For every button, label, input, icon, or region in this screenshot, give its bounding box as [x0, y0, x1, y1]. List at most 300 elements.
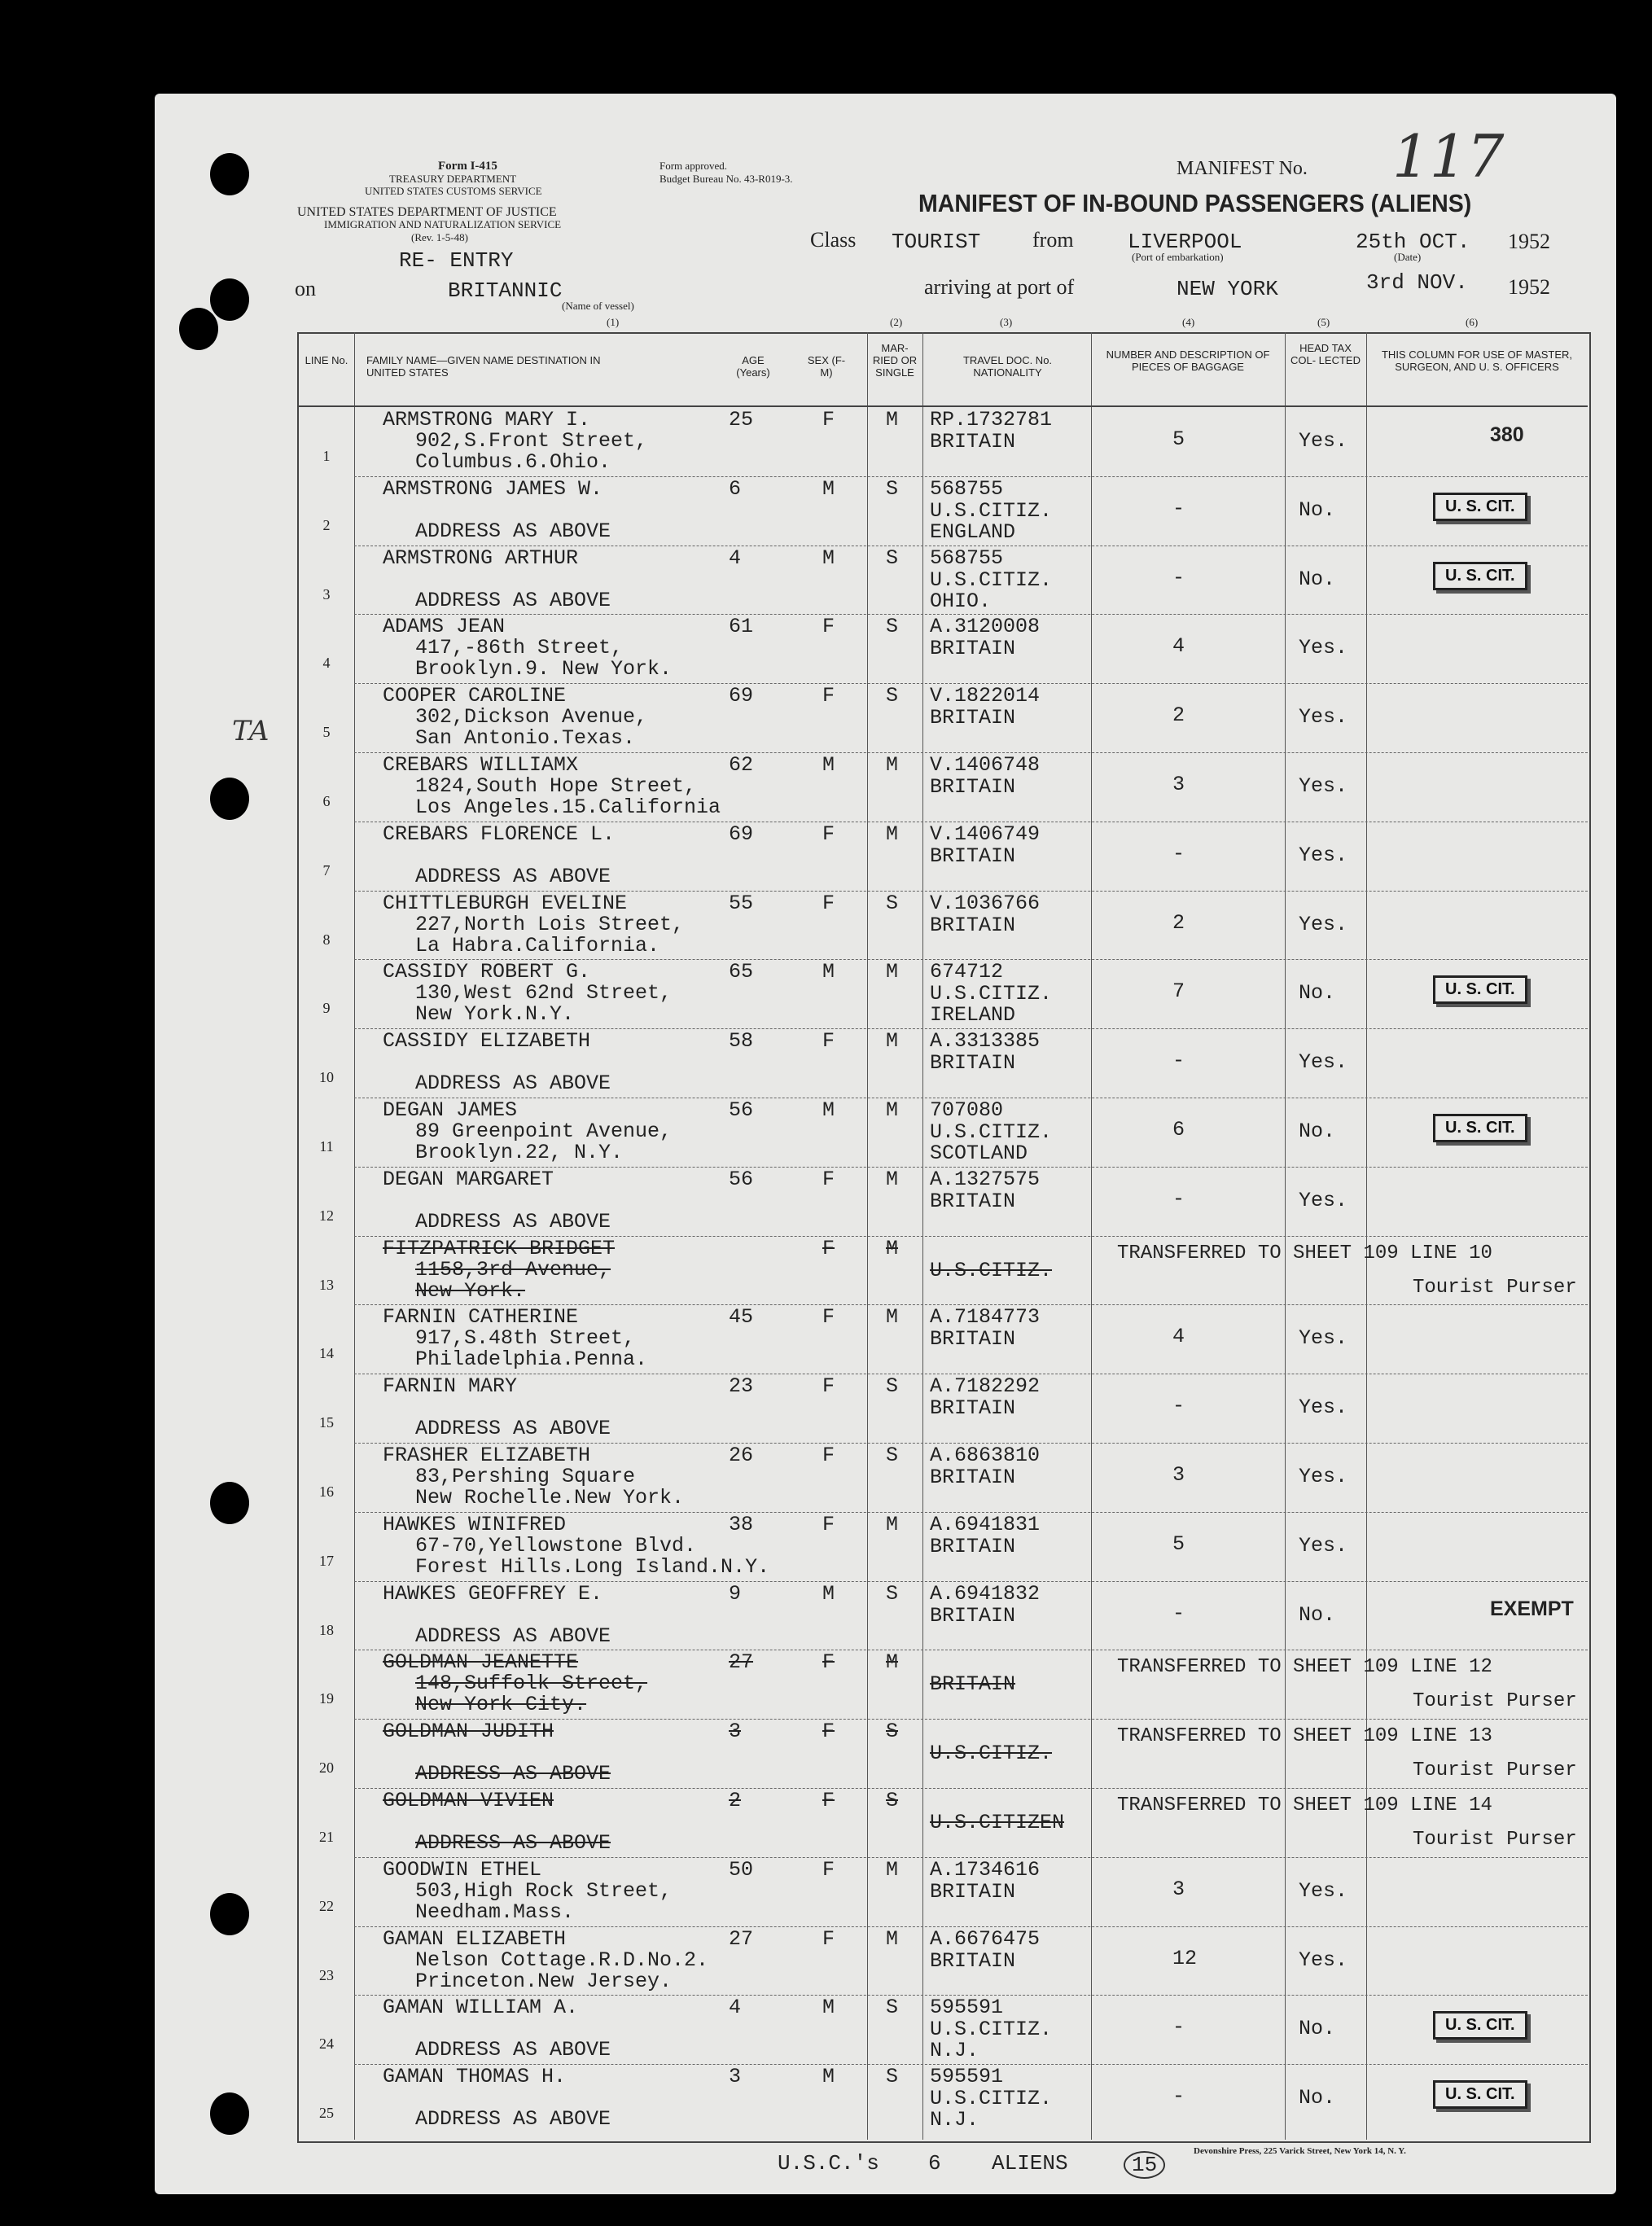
baggage-count: 3 [1172, 1877, 1185, 1901]
marital-status: S [886, 1374, 899, 1399]
travel-doc-no: V.1822014 [930, 684, 1041, 708]
line-number: 14 [319, 1345, 334, 1362]
address-line-1: 1824,South Hope Street, [415, 774, 697, 798]
marital-status: S [886, 684, 899, 708]
transfer-note: TRANSFERRED TO SHEET 109 LINE 14 [1117, 1794, 1492, 1816]
head-tax: No. [1299, 497, 1336, 522]
header-baggage: NUMBER AND DESCRIPTION OF PIECES OF BAGGAGE [1106, 348, 1270, 373]
punch-hole [210, 1482, 249, 1524]
dept-customs: UNITED STATES CUSTOMS SERVICE [365, 185, 542, 197]
nationality: BRITAIN [930, 844, 1016, 868]
line-number: 17 [319, 1552, 334, 1569]
travel-doc-no: 568755 [930, 546, 1004, 570]
passenger-name: CREBARS WILLIAMX [383, 753, 579, 777]
marital-status: M [886, 1167, 899, 1191]
age: 56 [729, 1167, 754, 1191]
marital-status: M [886, 753, 899, 777]
baggage-count: 12 [1172, 1946, 1198, 1970]
date-label: (Date) [1394, 251, 1422, 263]
marital-status: M [886, 822, 899, 846]
marital-status: S [886, 476, 899, 501]
address-line-1: 227,North Lois Street, [415, 912, 685, 936]
passenger-name: FRASHER ELIZABETH [383, 1444, 591, 1467]
baggage-count: - [1172, 1601, 1185, 1625]
nationality: BRITAIN [930, 706, 1016, 730]
travel-doc-no: A.7184773 [930, 1305, 1041, 1330]
col-num-4: (4) [1182, 316, 1195, 328]
age: 9 [729, 1581, 742, 1606]
head-tax: Yes. [1299, 1326, 1348, 1351]
baggage-count: 3 [1172, 773, 1185, 796]
nationality: BRITAIN [930, 1603, 1016, 1628]
passenger-name: FITZPATRICK BRIDGET [383, 1236, 616, 1260]
passenger-name: GAMAN ELIZABETH [383, 1926, 567, 1951]
header-age: AGE (Years) [736, 354, 770, 379]
travel-doc-no: 674712 [930, 960, 1004, 984]
travel-doc-no: V.1036766 [930, 891, 1041, 915]
header-married: MAR- RIED OR SINGLE [872, 342, 918, 379]
marital-status: M [886, 1029, 899, 1054]
col-num-3: (3) [1000, 316, 1013, 328]
marital-status: S [886, 1581, 899, 1606]
address-line-2: San Antonio.Texas. [415, 726, 636, 751]
sex: F [822, 684, 835, 708]
travel-doc-no: 568755 [930, 476, 1004, 501]
line-number: 9 [322, 1000, 331, 1017]
marital-status: S [886, 546, 899, 570]
address-line-2: ADDRESS AS ABOVE [415, 1209, 611, 1234]
age: 23 [729, 1374, 754, 1399]
age: 45 [729, 1305, 754, 1330]
officer-note: EXEMPT [1490, 1597, 1574, 1620]
line-number: 18 [319, 1621, 334, 1638]
marital-status: S [886, 1789, 899, 1812]
sex: F [822, 1857, 835, 1882]
purser-note: Tourist Purser [1413, 1759, 1577, 1782]
head-tax: Yes. [1299, 1878, 1348, 1903]
line-number: 10 [319, 1069, 334, 1086]
header-officers: THIS COLUMN FOR USE OF MASTER, SURGEON, AND U. S. OFFICERS [1381, 348, 1572, 373]
passenger-name: GOLDMAN VIVIEN [383, 1789, 554, 1812]
us-citizen-stamp: U. S. CIT. [1433, 562, 1527, 590]
address-line-2: La Habra.California. [415, 933, 660, 957]
header-line-no: LINE No. [305, 354, 348, 366]
marital-status: M [886, 1098, 899, 1122]
address-line-1: 148,Suffolk Street, [415, 1672, 648, 1696]
marital-status: S [886, 891, 899, 915]
age: 25 [729, 408, 754, 432]
passenger-name: ARMSTRONG MARY I. [383, 408, 591, 432]
class-label: Class [810, 228, 857, 252]
passenger-name: COOPER CAROLINE [383, 684, 567, 708]
address-line-2: Brooklyn.22, N.Y. [415, 1141, 624, 1164]
line-number: 2 [322, 516, 331, 533]
line-number: 20 [319, 1759, 334, 1777]
line-number: 7 [322, 861, 331, 879]
address-line-1: 67-70,Yellowstone Blvd. [415, 1533, 697, 1558]
head-tax: Yes. [1299, 429, 1348, 453]
line-number: 1 [322, 448, 331, 464]
address-line-1: 503,High Rock Street, [415, 1878, 673, 1903]
head-tax: Yes. [1299, 1188, 1348, 1212]
nationality: BRITAIN [930, 430, 1016, 454]
address-line-1: 302,Dickson Avenue, [415, 705, 648, 730]
arrival-date: 3rd NOV. [1366, 270, 1468, 295]
head-tax: Yes. [1299, 1948, 1348, 1972]
passenger-name: ARMSTRONG ARTHUR [383, 546, 579, 570]
header-rule [297, 405, 1588, 407]
line-number: 11 [319, 1138, 334, 1155]
baggage-count: 2 [1172, 910, 1185, 935]
baggage-count: 4 [1172, 634, 1185, 659]
nationality: BRITAIN [930, 1051, 1016, 1076]
purser-note: Tourist Purser [1413, 1276, 1577, 1299]
manifest-no-value: 117 [1392, 122, 1505, 191]
address-line-1: 902,S.Front Street, [415, 429, 648, 453]
nationality: U.S.CITIZ. N.J. [930, 2087, 1053, 2132]
address-line-2: Princeton.New Jersey. [415, 1969, 673, 1993]
marital-status: S [886, 1444, 899, 1467]
address-line-1: 83,Pershing Square [415, 1465, 636, 1488]
nationality: U.S.CITIZ. ENGLAND [930, 498, 1053, 544]
address-line-2: Brooklyn.9. New York. [415, 657, 673, 681]
marital-status: S [886, 1720, 899, 1744]
head-tax: Yes. [1299, 843, 1348, 867]
address-line-2: ADDRESS AS ABOVE [415, 1623, 611, 1648]
nationality: U.S.CITIZEN [930, 1811, 1065, 1834]
us-citizen-stamp: U. S. CIT. [1433, 975, 1527, 1004]
line-number: 16 [319, 1483, 334, 1500]
sex: M [822, 476, 835, 501]
travel-doc-no: A.7182292 [930, 1374, 1041, 1399]
address-line-2: ADDRESS AS ABOVE [415, 1417, 611, 1441]
sex: F [822, 1650, 835, 1675]
line-number: 13 [319, 1276, 334, 1293]
age: 2 [729, 1789, 742, 1812]
age: 3 [729, 2065, 742, 2089]
sex: M [822, 2065, 835, 2089]
baggage-count: - [1172, 496, 1185, 520]
age: 27 [729, 1926, 754, 1951]
passenger-name: GOODWIN ETHEL [383, 1857, 542, 1882]
address-line-1: 1158,3rd Avenue, [415, 1257, 611, 1282]
usc-label: U.S.C.'s [778, 2151, 879, 2176]
us-citizen-stamp: U. S. CIT. [1433, 2011, 1527, 2040]
sex: F [822, 1720, 835, 1744]
passenger-name: HAWKES GEOFFREY E. [383, 1581, 603, 1606]
head-tax: Yes. [1299, 1533, 1348, 1558]
col-num-2: (2) [890, 316, 903, 328]
address-line-2: Philadelphia.Penna. [415, 1347, 648, 1372]
travel-doc-no: A.3313385 [930, 1029, 1041, 1054]
depart-date: 25th OCT. [1356, 230, 1470, 254]
marital-status: S [886, 2065, 899, 2089]
baggage-count: - [1172, 1394, 1185, 1418]
travel-doc-no: A.6941831 [930, 1512, 1041, 1536]
head-tax: Yes. [1299, 1465, 1348, 1488]
travel-doc-no: A.6941832 [930, 1581, 1041, 1606]
passenger-name: GOLDMAN JEANETTE [383, 1650, 579, 1675]
line-number: 23 [319, 1966, 334, 1983]
travel-doc-no: A.1734616 [930, 1857, 1041, 1882]
age: 65 [729, 960, 754, 984]
sex: F [822, 1789, 835, 1812]
baggage-count: 6 [1172, 1118, 1185, 1141]
address-line-2: Forest Hills.Long Island.N.Y. [415, 1554, 770, 1579]
marital-status: M [886, 408, 899, 432]
arriving-label: arriving at port of [924, 275, 1075, 299]
passenger-name: DEGAN JAMES [383, 1098, 518, 1122]
us-citizen-stamp: U. S. CIT. [1433, 2080, 1527, 2109]
age: 58 [729, 1029, 754, 1054]
head-tax: Yes. [1299, 1396, 1348, 1420]
marital-status: S [886, 615, 899, 639]
address-line-2: ADDRESS AS ABOVE [415, 519, 611, 543]
manifest-title: MANIFEST OF IN-BOUND PASSENGERS (ALIENS) [918, 189, 1472, 217]
address-line-2: ADDRESS AS ABOVE [415, 1831, 611, 1855]
vessel-label: (Name of vessel) [562, 300, 634, 312]
year-1: 1952 [1508, 230, 1550, 253]
marital-status: M [886, 1650, 899, 1675]
baggage-count: 5 [1172, 1531, 1185, 1556]
marital-status: S [886, 1996, 899, 2020]
travel-doc-no: V.1406749 [930, 822, 1041, 846]
sex: F [822, 1305, 835, 1330]
travel-doc-no: A.3120008 [930, 615, 1041, 639]
sex: F [822, 1374, 835, 1399]
baggage-count: - [1172, 1186, 1185, 1211]
passenger-name: HAWKES WINIFRED [383, 1512, 567, 1536]
passenger-name: CASSIDY ROBERT G. [383, 960, 591, 984]
port-embark-label: (Port of embarkation) [1132, 251, 1224, 263]
marital-status: M [886, 1857, 899, 1882]
address-line-2: Los Angeles.15.California [415, 795, 721, 819]
travel-doc-no: 707080 [930, 1098, 1004, 1122]
officer-note: 380 [1490, 423, 1524, 446]
travel-doc-no: 595591 [930, 2065, 1004, 2089]
passenger-name: ADAMS JEAN [383, 615, 506, 639]
head-tax: Yes. [1299, 774, 1348, 798]
reentry-label: RE- ENTRY [399, 248, 514, 273]
from-label: from [1032, 228, 1074, 252]
travel-doc-no: RP.1732781 [930, 408, 1053, 432]
travel-doc-no: V.1406748 [930, 753, 1041, 777]
age: 4 [729, 1996, 742, 2020]
line-number: 12 [319, 1207, 334, 1224]
transfer-note: TRANSFERRED TO SHEET 109 LINE 10 [1117, 1242, 1492, 1264]
baggage-count: 4 [1172, 1325, 1185, 1349]
class-value: TOURIST [892, 230, 981, 254]
line-number: 19 [319, 1690, 334, 1707]
header-head-tax: HEAD TAX COL- LECTED [1290, 342, 1361, 366]
punch-hole [210, 153, 249, 195]
baggage-count: 5 [1172, 427, 1185, 451]
line-number: 8 [322, 931, 331, 948]
age: 50 [729, 1857, 754, 1882]
passenger-name: GAMAN WILLIAM A. [383, 1996, 579, 2020]
punch-hole [210, 778, 249, 820]
sex: F [822, 822, 835, 846]
vessel-name: BRITANNIC [448, 278, 563, 303]
header-name: FAMILY NAME—GIVEN NAME DESTINATION IN UNITED STATES [366, 354, 601, 379]
line-number: 5 [322, 724, 331, 741]
address-line-2: ADDRESS AS ABOVE [415, 2107, 611, 2132]
nationality: BRITAIN [930, 637, 1016, 661]
nationality: BRITAIN [930, 1466, 1016, 1489]
address-line-2: ADDRESS AS ABOVE [415, 1071, 611, 1096]
passenger-name: ARMSTRONG JAMES W. [383, 476, 603, 501]
address-line-1: 89 Greenpoint Avenue, [415, 1120, 673, 1143]
baggage-count: 3 [1172, 1463, 1185, 1487]
address-line-2: New Rochelle.New York. [415, 1486, 685, 1510]
head-tax: No. [1299, 2017, 1336, 2041]
passenger-name: GOLDMAN JUDITH [383, 1720, 554, 1744]
line-number: 22 [319, 1897, 334, 1914]
address-line-2: New York.N.Y. [415, 1002, 575, 1027]
sex: M [822, 1996, 835, 2020]
marital-status: M [886, 1305, 899, 1330]
head-tax: No. [1299, 2086, 1336, 2110]
col-num-6: (6) [1466, 316, 1479, 328]
nationality: U.S.CITIZ. SCOTLAND [930, 1120, 1053, 1165]
line-number: 15 [319, 1414, 334, 1431]
travel-doc-no: A.6863810 [930, 1444, 1041, 1467]
nationality: BRITAIN [930, 1879, 1016, 1904]
purser-note: Tourist Purser [1413, 1829, 1577, 1851]
age: 61 [729, 615, 754, 639]
age: 6 [729, 476, 742, 501]
address-line-2: ADDRESS AS ABOVE [415, 588, 611, 612]
punch-hole [210, 2092, 249, 2135]
baggage-count: - [1172, 2084, 1185, 2109]
address-line-1: 417,-86th Street, [415, 636, 624, 660]
nationality: U.S.CITIZ. N.J. [930, 2018, 1053, 2063]
form-number: Form I-415 [438, 160, 497, 173]
nationality: BRITAIN [930, 1327, 1016, 1352]
age: 69 [729, 684, 754, 708]
printer-imprint: Devonshire Press, 225 Varick Street, New York 14, N. Y. [1194, 2146, 1406, 2156]
passenger-name: CASSIDY ELIZABETH [383, 1029, 591, 1054]
aliens-count: 15 [1124, 2151, 1165, 2179]
us-citizen-stamp: U. S. CIT. [1433, 1114, 1527, 1142]
punch-hole [210, 1893, 249, 1935]
sex: F [822, 408, 835, 432]
punch-hole [179, 308, 218, 350]
head-tax: No. [1299, 567, 1336, 591]
line-number: 3 [322, 585, 331, 603]
budget-bureau: Budget Bureau No. 43-R019-3. [659, 173, 793, 185]
line-number: 21 [319, 1829, 334, 1845]
age: 62 [729, 753, 754, 777]
head-tax: No. [1299, 981, 1336, 1006]
us-citizen-stamp: U. S. CIT. [1433, 493, 1527, 521]
baggage-count: - [1172, 841, 1185, 865]
nationality: BRITAIN [930, 1189, 1016, 1213]
arrival-port: NEW YORK [1177, 277, 1278, 301]
age: 55 [729, 891, 754, 915]
form-revision: (Rev. 1-5-48) [411, 231, 468, 243]
line-number: 6 [322, 793, 331, 809]
sex: M [822, 753, 835, 777]
age: 3 [729, 1720, 742, 1744]
marital-status: M [886, 1926, 899, 1951]
manifest-no-label: MANIFEST No. [1177, 158, 1308, 179]
baggage-count: - [1172, 1049, 1185, 1073]
baggage-count: - [1172, 565, 1185, 589]
head-tax: Yes. [1299, 636, 1348, 660]
address-line-2: New York. [415, 1278, 526, 1303]
head-tax: Yes. [1299, 705, 1348, 730]
address-line-2: Columbus.6.Ohio. [415, 450, 611, 474]
passenger-name: FARNIN MARY [383, 1374, 518, 1399]
address-line-2: ADDRESS AS ABOVE [415, 2038, 611, 2062]
margin-note: TA [232, 715, 269, 747]
dept-treasury: TREASURY DEPARTMENT [389, 173, 517, 185]
sex: M [822, 960, 835, 984]
sex: M [822, 1098, 835, 1122]
address-line-1: Nelson Cottage.R.D.No.2. [415, 1948, 709, 1972]
baggage-count: 7 [1172, 979, 1185, 1004]
sex: M [822, 1581, 835, 1606]
marital-status: M [886, 1512, 899, 1536]
on-label: on [295, 277, 316, 300]
nationality: BRITAIN [930, 1534, 1016, 1558]
col-num-5: (5) [1317, 316, 1330, 328]
head-tax: Yes. [1299, 1050, 1348, 1075]
aliens-label: ALIENS [992, 2151, 1068, 2176]
sex: M [822, 546, 835, 570]
nationality: BRITAIN [930, 1948, 1016, 1973]
age: 4 [729, 546, 742, 570]
sex: F [822, 891, 835, 915]
address-line-1: 917,S.48th Street, [415, 1326, 636, 1351]
sex: F [822, 1444, 835, 1467]
nationality: U.S.CITIZ. OHIO. [930, 567, 1053, 613]
passenger-name: FARNIN CATHERINE [383, 1305, 579, 1330]
nationality: U.S.CITIZ. [930, 1742, 1053, 1766]
passenger-name: DEGAN MARGARET [383, 1167, 554, 1191]
nationality: BRITAIN [930, 775, 1016, 799]
nationality: BRITAIN [930, 1396, 1016, 1421]
passenger-name: CREBARS FLORENCE L. [383, 822, 616, 846]
transfer-note: TRANSFERRED TO SHEET 109 LINE 13 [1117, 1725, 1492, 1748]
form-approved: Form approved. [659, 160, 728, 172]
line-number: 24 [319, 2035, 334, 2053]
header-travel-doc: TRAVEL DOC. No. NATIONALITY [962, 354, 1053, 379]
head-tax: Yes. [1299, 912, 1348, 936]
marital-status: M [886, 1236, 899, 1260]
sex: F [822, 1029, 835, 1054]
address-line-1: 130,West 62nd Street, [415, 981, 673, 1006]
travel-doc-no: 595591 [930, 1996, 1004, 2020]
dept-ins: IMMIGRATION AND NATURALIZATION SERVICE [324, 218, 562, 230]
age: 27 [729, 1650, 754, 1675]
header-sex: SEX (F-M) [807, 354, 846, 379]
address-line-2: New York City. [415, 1693, 587, 1717]
usc-count: 6 [928, 2151, 941, 2176]
nationality: U.S.CITIZ. IRELAND [930, 982, 1053, 1028]
baggage-count: 2 [1172, 703, 1185, 728]
punch-hole [210, 278, 249, 321]
transfer-note: TRANSFERRED TO SHEET 109 LINE 12 [1117, 1656, 1492, 1679]
line-number: 25 [319, 2105, 334, 2122]
travel-doc-no: A.6676475 [930, 1926, 1041, 1951]
nationality: U.S.CITIZ. [930, 1258, 1053, 1282]
age: 56 [729, 1098, 754, 1122]
sex: F [822, 1512, 835, 1536]
nationality: BRITAIN [930, 1672, 1016, 1697]
head-tax: No. [1299, 1120, 1336, 1143]
